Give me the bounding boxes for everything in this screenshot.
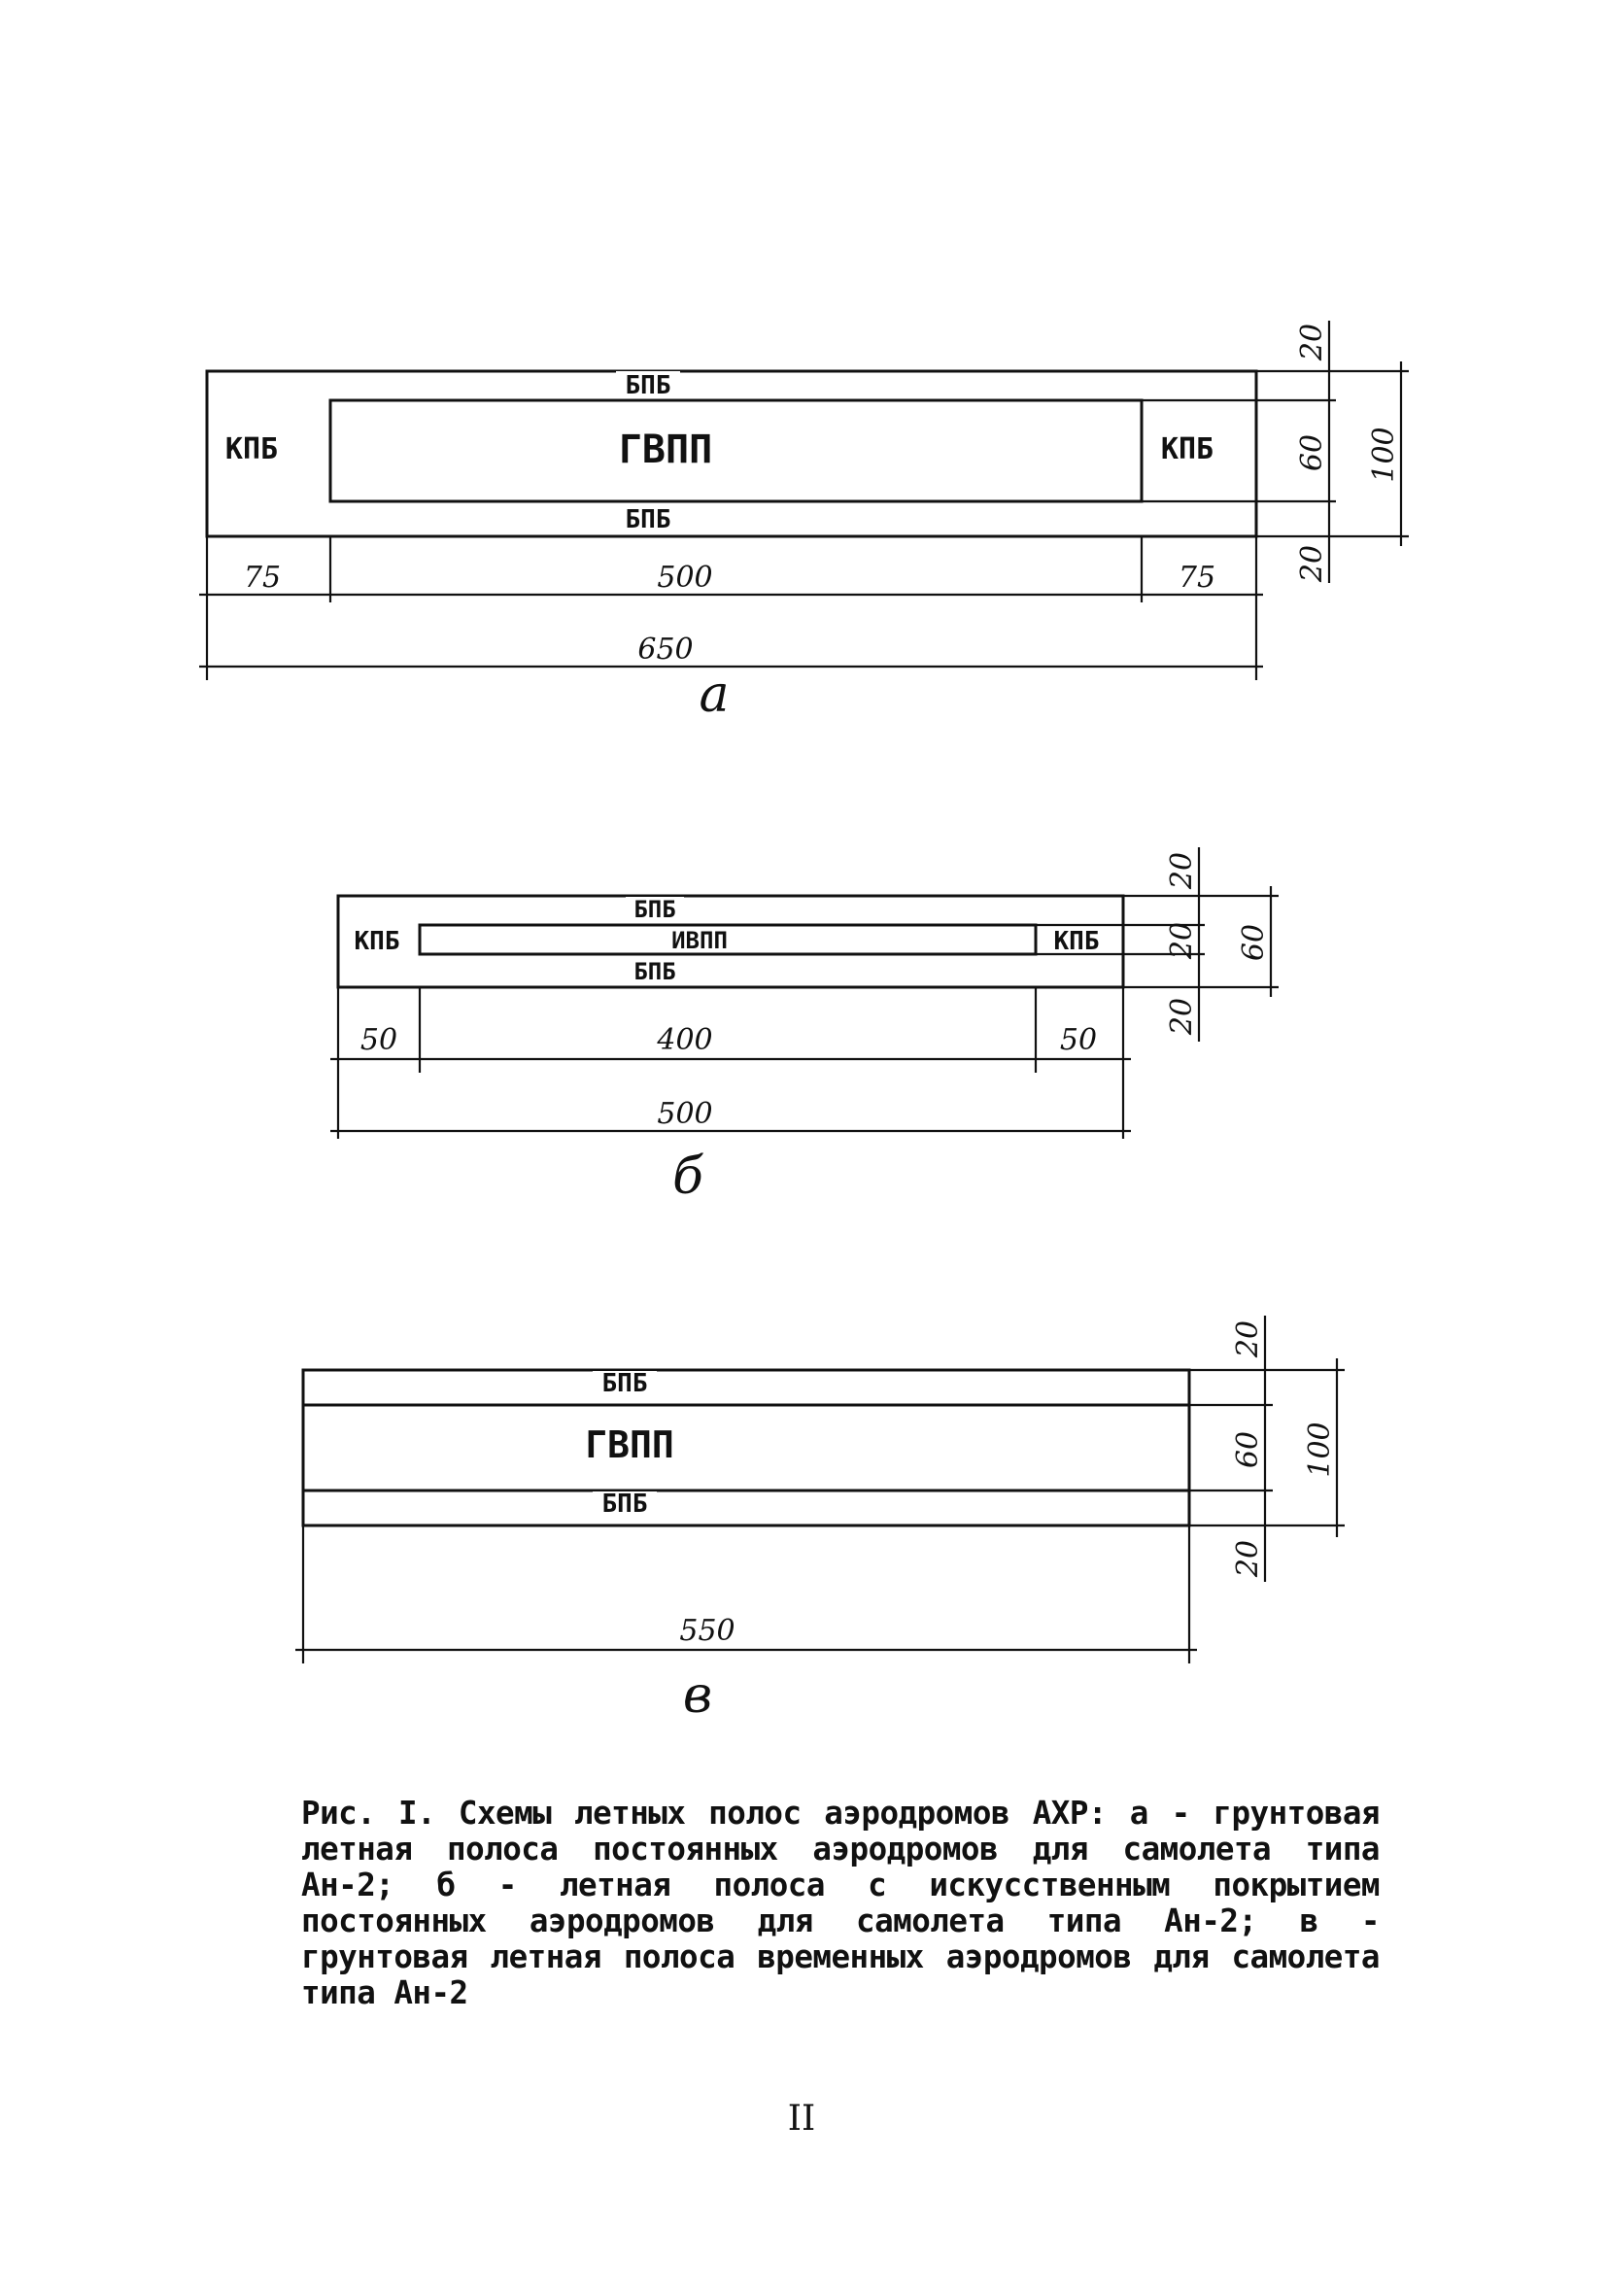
fig-a-center-strip (330, 400, 1142, 501)
fig-a-dim-end-left: 75 (243, 561, 282, 595)
fig-b-dim-side-top: 20 (1165, 851, 1199, 890)
fig-a-dim-total: 650 (637, 633, 694, 667)
fig-a-label-bpb-bottom: БПБ (625, 505, 671, 534)
fig-c-dim-strip-width: 60 (1231, 1430, 1265, 1469)
fig-b-dim-end-right: 50 (1059, 1023, 1098, 1057)
fig-c-label-bpb-bottom: БПБ (601, 1490, 648, 1519)
fig-c-dim-total-width: 100 (1303, 1422, 1337, 1478)
fig-a-letter: а (699, 666, 730, 724)
fig-b-dim-total: 500 (657, 1097, 713, 1131)
fig-c-label-bpb-top: БПБ (601, 1369, 648, 1398)
fig-c-dim-total: 550 (679, 1614, 735, 1648)
fig-c-dim-side-bottom: 20 (1231, 1539, 1265, 1578)
fig-b-label-kpb-right: КПБ (1053, 927, 1100, 956)
fig-a-label-bpb-top: БПБ (625, 371, 671, 400)
fig-b-center-strip (420, 925, 1036, 954)
fig-b-dim-center: 400 (657, 1023, 713, 1057)
fig-b-dim-side-bottom: 20 (1165, 997, 1199, 1036)
figure-a (199, 321, 1409, 724)
fig-b-dim-total-width: 60 (1237, 923, 1271, 962)
fig-a-dim-end-right: 75 (1178, 561, 1216, 595)
fig-b-letter: б (672, 1148, 703, 1206)
fig-b-dim-end-left: 50 (359, 1023, 398, 1057)
fig-a-label-kpb-left: КПБ (224, 432, 279, 466)
fig-a-outer-strip (207, 371, 1256, 536)
figure-b (330, 847, 1279, 1206)
fig-a-dim-side-top: 20 (1295, 323, 1329, 361)
fig-a-dim-center: 500 (657, 561, 713, 595)
fig-c-dim-side-top: 20 (1231, 1319, 1265, 1358)
fig-b-dim-strip-width: 20 (1165, 921, 1199, 960)
fig-a-label-gvpp: ГВПП (618, 428, 713, 472)
fig-a-dim-strip-width: 60 (1295, 433, 1329, 472)
fig-a-label-kpb-right: КПБ (1160, 432, 1214, 466)
fig-a-dim-side-bottom: 20 (1295, 544, 1329, 583)
fig-c-label-gvpp: ГВПП (585, 1423, 674, 1466)
fig-c-letter: в (682, 1666, 713, 1725)
page-number: II (787, 2099, 816, 2139)
fig-b-outer-strip (338, 896, 1123, 987)
fig-b-label-bpb-bottom: БПБ (633, 958, 676, 985)
figure-c (295, 1316, 1345, 1725)
figure-caption: Рис. I. Схемы летных полос аэродромов АХР: а - грунтовая летная полоса постоянных аэродромов для самолета типа Ан-2; б - летная полоса с искусственным покрытием постоянных аэродромов для самолета типа Ан-2; в - грунтовая летная полоса временных аэродромов для самолета типа Ан-2 (301, 1795, 1380, 2011)
fig-a-dim-total-width: 100 (1367, 427, 1401, 483)
fig-c-side-strip-bottom (303, 1491, 1189, 1525)
fig-b-label-kpb-left: КПБ (354, 927, 400, 956)
fig-b-label-bpb-top: БПБ (633, 896, 676, 923)
fig-b-label-ivpp: ИВПП (671, 927, 728, 954)
fig-c-side-strip-top (303, 1370, 1189, 1405)
